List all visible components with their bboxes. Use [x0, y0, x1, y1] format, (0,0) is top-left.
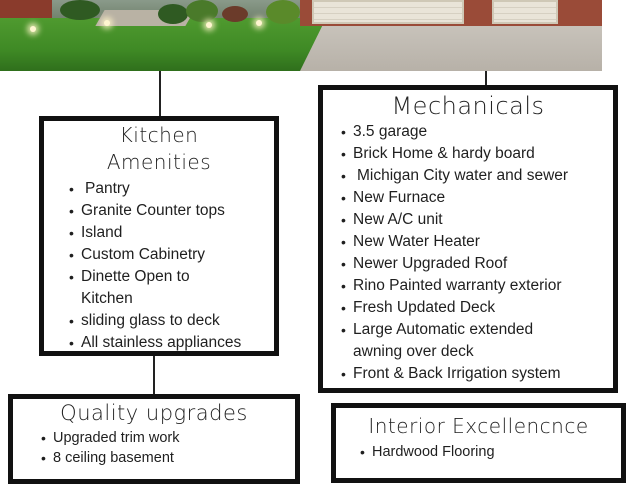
landscape-light	[30, 26, 36, 32]
list-item: • New Furnace	[341, 187, 613, 209]
list-item: • Large Automatic extended	[341, 319, 613, 341]
mechanicals-title: Mechanicals	[391, 92, 545, 120]
list-item: • Front & Back Irrigation system	[341, 363, 613, 385]
list-item: • Newer Upgraded Roof	[341, 253, 613, 275]
landscape-light	[104, 20, 110, 26]
driveway	[300, 22, 602, 71]
shrub	[60, 0, 100, 20]
list-item: • Dinette Open to	[69, 266, 274, 288]
garage-door-double	[312, 0, 464, 24]
house-exterior-photo	[0, 0, 602, 71]
connector-line-kitchen	[159, 71, 161, 117]
list-item: • Brick Home & hardy board	[341, 143, 613, 165]
quality-upgrades-box	[8, 394, 300, 484]
kitchen-amenities-box	[39, 116, 279, 356]
list-item: • Fresh Updated Deck	[341, 297, 613, 319]
quality-upgrades-title: Quality upgrades	[60, 401, 248, 425]
kitchen-amenities-title	[44, 123, 274, 174]
list-item: • Island	[69, 222, 274, 244]
list-item-continuation: awning over deck	[353, 342, 474, 360]
mechanicals-box	[318, 85, 618, 393]
list-item: • 3.5 garage	[341, 121, 613, 143]
list-item: • Rino Painted warranty exterior	[341, 275, 613, 297]
shrub	[158, 4, 188, 24]
kitchen-amenities-list	[69, 178, 274, 354]
list-item: • Upgraded trim work	[41, 428, 295, 448]
interior-excellence-title: Interior Excellencnce	[368, 414, 589, 438]
mechanicals-list	[341, 121, 613, 385]
list-item: • Pantry	[69, 178, 274, 200]
connector-line-quality	[153, 354, 155, 396]
garage-door-single	[492, 0, 558, 24]
list-item: • New A/C unit	[341, 209, 613, 231]
landscape-light	[256, 20, 262, 26]
list-item: • sliding glass to deck	[69, 310, 274, 332]
brick-wall	[0, 0, 52, 20]
list-item: • All stainless appliances	[69, 332, 274, 354]
shrub	[186, 0, 218, 22]
list-item: • Custom Cabinetry	[69, 244, 274, 266]
kitchen-title-line1: Kitchen	[119, 123, 199, 147]
shrub	[266, 0, 300, 24]
shrub	[222, 6, 248, 22]
list-item: • Michigan City water and sewer	[341, 165, 613, 187]
interior-excellence-list	[360, 442, 621, 462]
interior-excellence-box	[331, 403, 626, 483]
quality-upgrades-list	[41, 428, 295, 468]
kitchen-title-line2: Amenities	[106, 150, 212, 174]
list-item: • 8 ceiling basement	[41, 448, 295, 468]
list-item-continuation: Kitchen	[81, 290, 133, 307]
landscape-light	[206, 22, 212, 28]
list-item: • Hardwood Flooring	[360, 442, 621, 462]
list-item: • Granite Counter tops	[69, 200, 274, 222]
list-item: • New Water Heater	[341, 231, 613, 253]
